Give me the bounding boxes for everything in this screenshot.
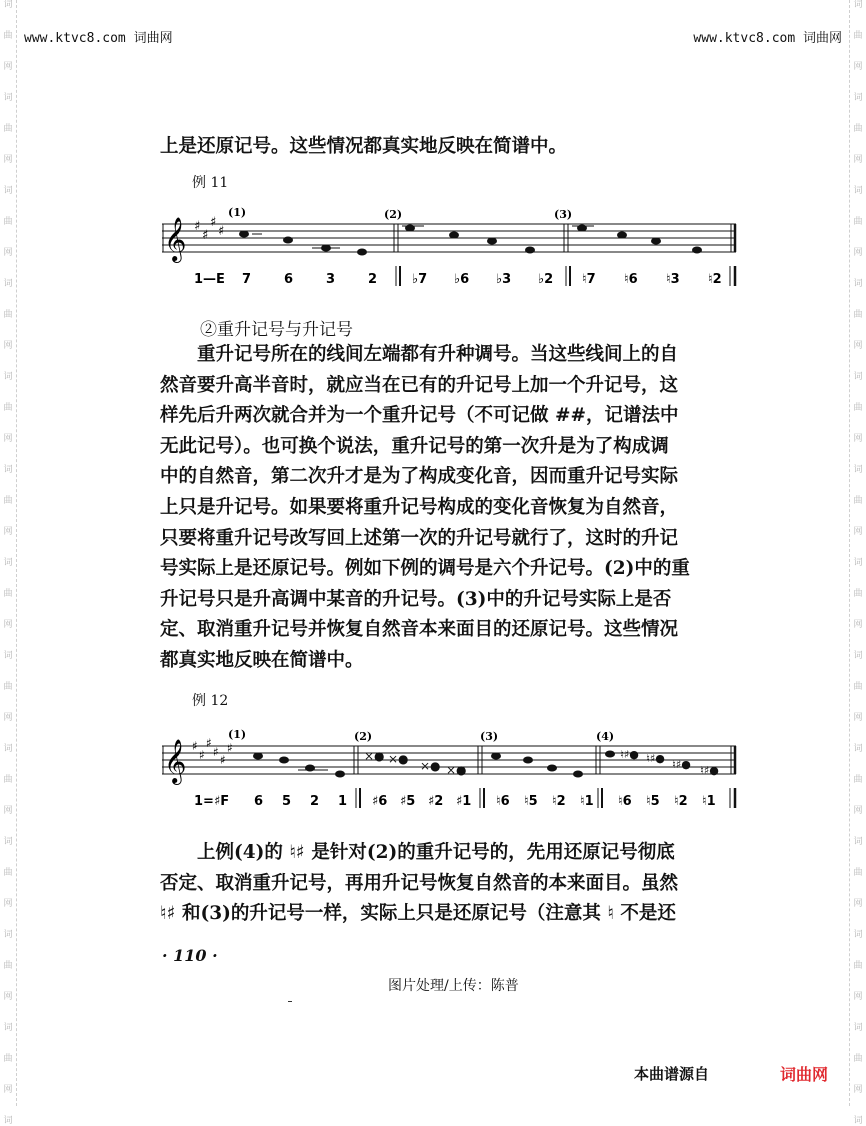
watermark-glyph: 网 (3, 341, 13, 351)
example-11-mark: (2) (384, 208, 403, 221)
watermark-glyph: 曲 (853, 31, 863, 41)
watermark-glyph: 网 (3, 992, 13, 1002)
jianpu-number: ♯1 (456, 794, 472, 809)
jianpu-number: ♯6 (372, 794, 388, 809)
jianpu-number: ♭7 (412, 272, 428, 287)
text-line: 号实际上是还原记号。例如下例的调号是六个升记号。(2)中的重 (160, 558, 690, 580)
watermark-glyph: 词 (853, 1023, 863, 1033)
watermark-glyph: 网 (3, 434, 13, 444)
example-12-label: 例 12 (192, 693, 229, 709)
watermark-glyph: 词 (3, 372, 13, 382)
text-line: 重升记号所在的线间左端都有升种调号。当这些线间上的自 (197, 344, 679, 365)
watermark-glyph: 曲 (3, 496, 13, 506)
watermark-glyph: 曲 (3, 31, 13, 41)
svg-text:×●: ×● (446, 763, 467, 777)
watermark-glyph: 网 (3, 62, 13, 72)
svg-text:♯: ♯ (202, 228, 209, 243)
watermark-glyph: 曲 (3, 217, 13, 227)
watermark-glyph: 网 (3, 155, 13, 165)
jianpu-number: 7 (242, 272, 252, 287)
text-line: 然音要升高半音时，就应当在已有的升记号上加一个升记号，这 (160, 374, 679, 396)
text-line: 都真实地反映在简谱中。 (160, 649, 364, 671)
watermark-glyph: 网 (3, 248, 13, 258)
watermark-glyph: 词 (3, 279, 13, 289)
jianpu-number: 2 (310, 794, 320, 809)
example-12-staff (162, 718, 740, 808)
watermark-glyph: 词 (853, 186, 863, 196)
body-paragraph (160, 340, 740, 677)
watermark-glyph: 词 (3, 0, 13, 10)
watermark-glyph: 曲 (853, 868, 863, 878)
page-number: · 110 · (162, 946, 218, 965)
watermark-glyph: 曲 (853, 589, 863, 599)
watermark-glyph: 网 (3, 527, 13, 537)
watermark-glyph: 词 (3, 930, 13, 940)
svg-text:♯: ♯ (194, 219, 201, 234)
jianpu-number: 6 (284, 272, 294, 287)
treble-clef-icon: 𝄞 (164, 217, 187, 261)
svg-text:♮♯●: ♮♯● (672, 758, 691, 771)
watermark-glyph: 网 (853, 62, 863, 72)
watermark-glyph: 曲 (853, 775, 863, 785)
watermark-strip-left (0, 0, 17, 1126)
watermark-glyph: 曲 (853, 496, 863, 506)
watermark-glyph: 曲 (853, 961, 863, 971)
watermark-glyph: 网 (853, 248, 863, 258)
example-11-key: 1—E (194, 272, 225, 287)
svg-text:♯: ♯ (199, 748, 205, 762)
example-12-mark: (1) (228, 728, 247, 741)
footer-source-label: 本曲谱源自 (634, 1065, 710, 1083)
watermark-glyph: 词 (853, 465, 863, 475)
watermark-glyph: 网 (853, 527, 863, 537)
text-line: 定、取消重升记号并恢复自然音本来面目的还原记号。这些情况 (160, 619, 679, 641)
watermark-glyph: 词 (3, 744, 13, 754)
jianpu-number: ♮6 (496, 794, 510, 809)
svg-text:×●: ×● (388, 752, 409, 766)
jianpu-number: ♮6 (618, 794, 632, 809)
svg-text:♮♯●: ♮♯● (620, 748, 639, 761)
jianpu-number: ♮1 (580, 794, 594, 809)
watermark-glyph: 网 (853, 341, 863, 351)
text-line: 无此记号）。也可换个说法，重升记号的第一次升是为了构成调 (160, 435, 669, 457)
watermark-glyph: 网 (3, 620, 13, 630)
watermark-glyph: 词 (853, 837, 863, 847)
svg-text:♯: ♯ (210, 215, 217, 230)
watermark-glyph: 曲 (853, 403, 863, 413)
svg-text:♮♯●: ♮♯● (646, 752, 665, 765)
jianpu-number: ♮3 (666, 272, 680, 287)
watermark-glyph: 网 (853, 155, 863, 165)
example-11-numbers (242, 272, 722, 287)
watermark-glyph: 词 (853, 372, 863, 382)
watermark-glyph: 词 (853, 93, 863, 103)
jianpu-number: ♮1 (702, 794, 716, 809)
watermark-glyph: 网 (853, 620, 863, 630)
watermark-glyph: 网 (3, 1085, 13, 1095)
example-12-mark: (2) (354, 730, 373, 743)
watermark-glyph: 词 (853, 1116, 863, 1126)
watermark-glyph: 词 (853, 930, 863, 940)
watermark-glyph: 曲 (853, 217, 863, 227)
svg-text:♯: ♯ (192, 739, 198, 753)
watermark-glyph: 曲 (3, 403, 13, 413)
watermark-glyph: 词 (3, 837, 13, 847)
footer-site-link[interactable]: 词曲网 (780, 1065, 829, 1084)
text-line: 上只是升记号。如果要将重升记号构成的变化音恢复为自然音， (160, 496, 679, 518)
svg-text:♯: ♯ (218, 224, 225, 239)
watermark-glyph: 曲 (3, 589, 13, 599)
jianpu-number: ♯2 (428, 794, 444, 809)
watermark-glyph: 词 (3, 465, 13, 475)
text-line: 上例(4)的 ♮♯ 是针对(2)的重升记号的，先用还原记号彻底 (197, 842, 675, 863)
watermark-glyph: 曲 (853, 682, 863, 692)
watermark-glyph: 词 (853, 279, 863, 289)
watermark-glyph: 网 (853, 992, 863, 1002)
jianpu-number: ♭6 (454, 272, 470, 287)
example-11-mark: (3) (554, 208, 573, 221)
watermark-glyph: 曲 (3, 961, 13, 971)
jianpu-number: ♮2 (674, 794, 688, 809)
upload-credit: 图片处理/上传：陈普 (388, 978, 519, 994)
example-11-notes (239, 225, 702, 256)
example-12-key: 1=♯F (194, 794, 230, 809)
example-12-mark: (3) (480, 730, 499, 743)
watermark-glyph: 词 (3, 651, 13, 661)
example-11-label: 例 11 (192, 175, 229, 191)
watermark-glyph: 词 (3, 1023, 13, 1033)
jianpu-number: ♮2 (552, 794, 566, 809)
watermark-glyph: 词 (853, 558, 863, 568)
jianpu-number: ♭2 (538, 272, 554, 287)
svg-text:♯: ♯ (227, 741, 233, 755)
text-line: 中的自然音，第二次升才是为了构成变化音，因而重升记号实际 (160, 466, 679, 488)
jianpu-number: ♮2 (708, 272, 722, 287)
text-line: 否定、取消重升记号，再用升记号恢复自然音的本来面目。虽然 (160, 872, 679, 894)
section-subheading: ②重升记号与升记号 (200, 320, 353, 340)
svg-text:♯: ♯ (220, 753, 226, 767)
watermark-glyph: 曲 (3, 775, 13, 785)
watermark-glyph: 网 (853, 806, 863, 816)
watermark-glyph: 词 (3, 93, 13, 103)
watermark-glyph: 词 (3, 186, 13, 196)
watermark-glyph: 曲 (853, 1054, 863, 1064)
example-11-staff (162, 196, 740, 286)
watermark-glyph: 曲 (3, 868, 13, 878)
text-line: 只要将重升记号改写回上述第一次的升记号就行了，这时的升记 (160, 527, 679, 549)
svg-text:♯: ♯ (213, 745, 219, 759)
watermark-glyph: 词 (3, 558, 13, 568)
watermark-glyph: 词 (853, 744, 863, 754)
svg-text:×●: ×● (364, 749, 385, 763)
jianpu-number: ♮5 (646, 794, 660, 809)
jianpu-number: 3 (326, 272, 336, 287)
jianpu-number: ♮7 (582, 272, 596, 287)
watermark-strip-right (849, 0, 866, 1126)
jianpu-number: ♮6 (624, 272, 638, 287)
header-site-left[interactable]: www.ktvc8.com 词曲网 (24, 31, 173, 46)
treble-clef-icon: 𝄞 (164, 739, 187, 783)
closing-paragraph (160, 838, 740, 930)
text-line: ♮♯ 和(3)的升记号一样，实际上只是还原记号（注意其 ♮ 不是还 (160, 903, 676, 925)
jianpu-number: 1 (338, 794, 348, 809)
watermark-glyph: 词 (853, 0, 863, 10)
svg-text:♯: ♯ (206, 736, 212, 750)
watermark-glyph: 网 (853, 434, 863, 444)
watermark-glyph: 曲 (3, 310, 13, 320)
watermark-glyph: 词 (853, 651, 863, 661)
watermark-glyph: 曲 (853, 310, 863, 320)
watermark-glyph: 曲 (3, 124, 13, 134)
watermark-glyph: 网 (853, 713, 863, 723)
watermark-glyph: 网 (3, 899, 13, 909)
text-line: 样先后升两次就合并为一个重升记号（不可记做 ##，记谱法中 (160, 405, 679, 427)
watermark-glyph: 网 (853, 1085, 863, 1095)
watermark-glyph: 曲 (3, 682, 13, 692)
example-12-mark: (4) (596, 730, 615, 743)
jianpu-number: ♮5 (524, 794, 538, 809)
example-11-mark: (1) (228, 206, 247, 219)
header-site-right[interactable]: www.ktvc8.com 词曲网 (693, 31, 842, 46)
jianpu-number: 2 (368, 272, 378, 287)
example-12-notes (253, 748, 719, 778)
svg-text:♮♯●: ♮♯● (700, 764, 719, 777)
jianpu-number: ♯5 (400, 794, 416, 809)
text-line: 升记号只是升高调中某音的升记号。(3)中的升记号实际上是否 (160, 588, 672, 610)
watermark-glyph: 词 (3, 1116, 13, 1126)
jianpu-number: 5 (282, 794, 292, 809)
watermark-glyph: 曲 (853, 124, 863, 134)
watermark-glyph: 网 (3, 713, 13, 723)
watermark-glyph: 曲 (3, 1054, 13, 1064)
stray-mark (288, 1001, 292, 1002)
jianpu-number: 6 (254, 794, 264, 809)
jianpu-number: ♭3 (496, 272, 512, 287)
watermark-glyph: 网 (853, 899, 863, 909)
svg-text:×●: ×● (420, 759, 441, 773)
top-line: 上是还原记号。这些情况都真实地反映在简谱中。 (160, 136, 568, 157)
watermark-glyph: 网 (3, 806, 13, 816)
